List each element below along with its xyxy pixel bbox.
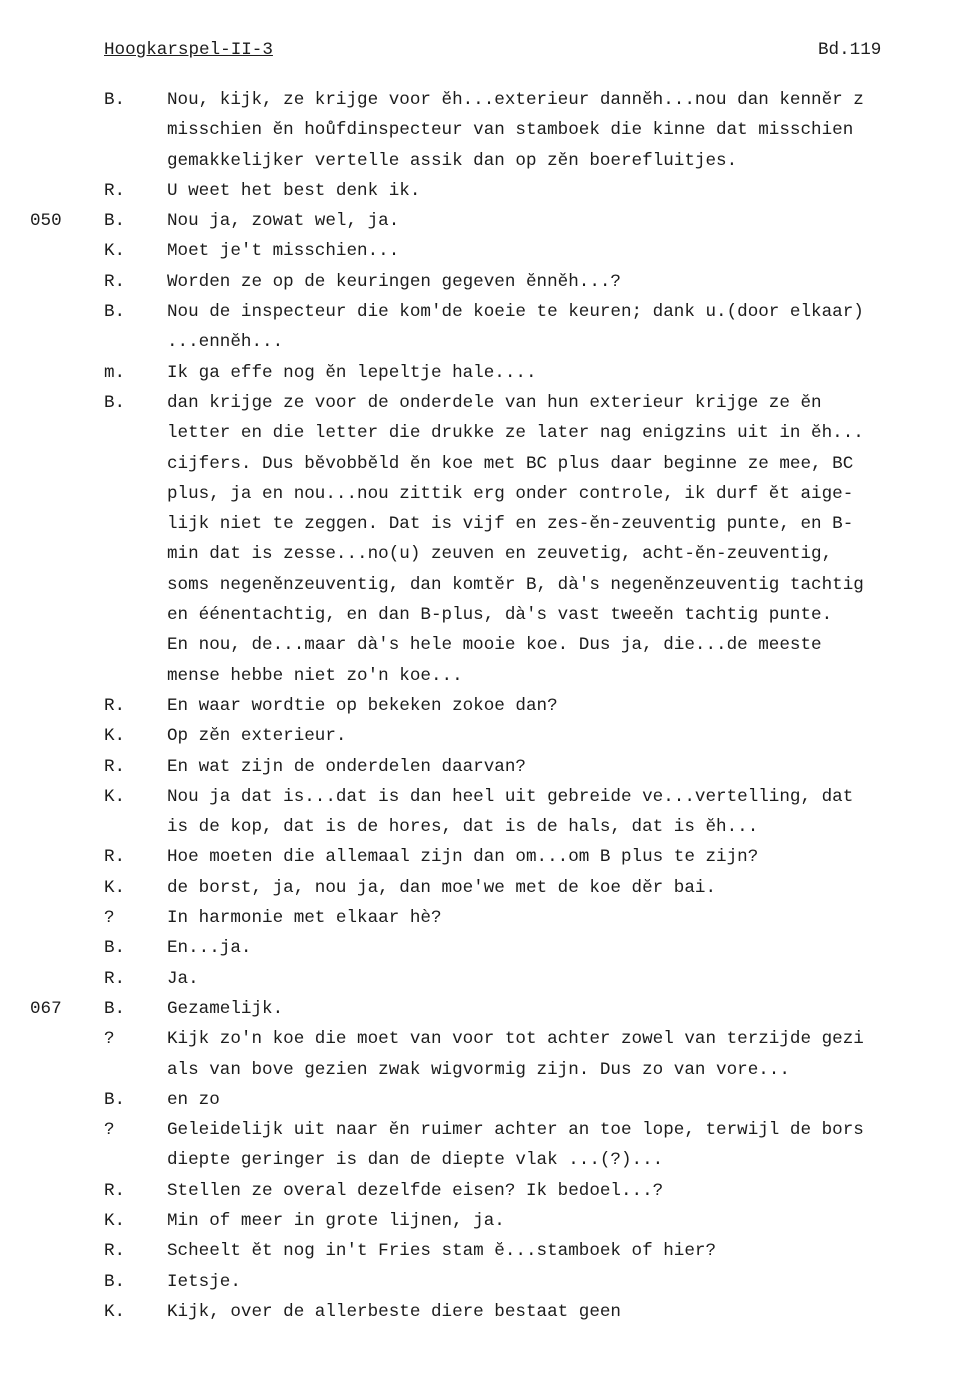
transcript-line bbox=[0, 726, 979, 756]
transcript-line bbox=[0, 757, 979, 787]
utterance-text: als van bove gezien zwak wigvormig zijn. Dus zo van vore... bbox=[167, 1059, 790, 1080]
page-reference: Bd.119 bbox=[818, 40, 882, 60]
utterance-text: Scheelt ĕt nog in't Fries stam ĕ...stamboek of hier? bbox=[167, 1241, 717, 1262]
utterance-text: Nou, kijk, ze krijge voor ĕh...exterieur dannĕh...nou dan kennĕr z bbox=[167, 90, 864, 110]
transcript-line bbox=[0, 423, 979, 453]
utterance-text: Kijk zo'n koe die moet van voor tot achter zowel van terzijde gezi bbox=[167, 1029, 864, 1050]
speaker-label: B. bbox=[104, 1271, 126, 1292]
speaker-label: K. bbox=[104, 241, 126, 262]
speaker-label: B. bbox=[104, 938, 126, 959]
utterance-text: En wat zijn de onderdelen daarvan? bbox=[167, 756, 526, 777]
transcript-line bbox=[0, 1241, 979, 1271]
speaker-label: K. bbox=[104, 877, 126, 898]
transcript-line bbox=[0, 635, 979, 665]
utterance-text: Nou de inspecteur die kom'de koeie te keuren; dank u.(door elkaar) bbox=[167, 302, 864, 323]
transcript-line bbox=[0, 969, 979, 999]
speaker-label: R. bbox=[104, 756, 126, 777]
utterance-text: En...ja. bbox=[167, 938, 252, 959]
transcript-line bbox=[0, 575, 979, 605]
utterance-text: min dat is zesse...no(u) zeuven en zeuvetig, acht-ĕn-zeuventig, bbox=[167, 544, 833, 565]
transcript-line bbox=[0, 241, 979, 271]
transcript-line bbox=[0, 666, 979, 696]
transcript-line bbox=[0, 514, 979, 544]
utterance-text: En nou, de...maar dà's hele mooie koe. Dus ja, die...de meeste bbox=[167, 635, 822, 656]
utterance-text: is de kop, dat is de hores, dat is de hals, dat is ĕh... bbox=[167, 817, 759, 838]
utterance-text: Nou ja, zowat wel, ja. bbox=[167, 211, 400, 232]
speaker-label: K. bbox=[104, 726, 126, 747]
speaker-label: B. bbox=[104, 392, 126, 413]
speaker-label: B. bbox=[104, 211, 126, 232]
speaker-label: R. bbox=[104, 180, 126, 201]
speaker-label: K. bbox=[104, 786, 126, 807]
speaker-label: R. bbox=[104, 271, 126, 292]
transcript-line bbox=[0, 544, 979, 574]
transcript-line bbox=[0, 1029, 979, 1059]
transcript-line bbox=[0, 393, 979, 423]
transcript-line bbox=[0, 787, 979, 817]
transcript-line bbox=[0, 696, 979, 726]
utterance-text: plus, ja en nou...nou zittik erg onder controle, ik durf ĕt aige- bbox=[167, 483, 854, 504]
transcript-line bbox=[0, 1211, 979, 1241]
utterance-text: dan krijge ze voor de onderdele van hun exterieur krijge ze ĕn bbox=[167, 392, 822, 413]
speaker-label: ? bbox=[104, 1029, 115, 1050]
transcript-line bbox=[0, 1150, 979, 1180]
speaker-label: K. bbox=[104, 1301, 126, 1322]
counter-number: 050 bbox=[30, 211, 62, 232]
transcript-line bbox=[0, 1272, 979, 1302]
utterance-text: Ietsje. bbox=[167, 1271, 241, 1292]
utterance-text: Op zĕn exterieur. bbox=[167, 726, 347, 747]
transcript-line bbox=[0, 454, 979, 484]
transcript-line bbox=[0, 302, 979, 332]
transcript-line bbox=[0, 211, 979, 241]
speaker-label: R. bbox=[104, 1180, 126, 1201]
utterance-text: Gezamelijk. bbox=[167, 998, 284, 1019]
transcript-body bbox=[0, 90, 979, 1332]
utterance-text: en éénentachtig, en dan B-plus, dà's vast tweeĕn tachtig punte. bbox=[167, 605, 833, 626]
transcript-line bbox=[0, 817, 979, 847]
transcript-line bbox=[0, 90, 979, 120]
utterance-text: letter en die letter die drukke ze later nag enigzins uit in ĕh... bbox=[167, 423, 864, 444]
utterance-text: U weet het best denk ik. bbox=[167, 180, 421, 201]
transcript-line bbox=[0, 908, 979, 938]
transcript-line bbox=[0, 1302, 979, 1332]
speaker-label: R. bbox=[104, 1241, 126, 1262]
utterance-text: Worden ze op de keuringen gegeven ĕnnĕh...? bbox=[167, 271, 621, 292]
utterance-text: Stellen ze overal dezelfde eisen? Ik bedoel...? bbox=[167, 1180, 664, 1201]
utterance-text: Geleidelijk uit naar ĕn ruimer achter an toe lope, terwijl de bors bbox=[167, 1120, 864, 1141]
utterance-text: misschien ĕn hoůfdinspecteur van stamboek die kinne dat misschien bbox=[167, 120, 854, 141]
transcript-line bbox=[0, 484, 979, 514]
utterance-text: Hoe moeten die allemaal zijn dan om...om B plus te zijn? bbox=[167, 847, 759, 868]
utterance-text: cijfers. Dus bĕvobbĕld ĕn koe met BC plus daar beginne ze mee, BC bbox=[167, 453, 854, 474]
utterance-text: Min of meer in grote lijnen, ja. bbox=[167, 1210, 505, 1231]
utterance-text: ...ennĕh... bbox=[167, 332, 284, 353]
speaker-label: B. bbox=[104, 90, 126, 110]
transcript-line bbox=[0, 120, 979, 150]
utterance-text: soms negenĕnzeuventig, dan komtĕr B, dà's negenĕnzeuventig tachtig bbox=[167, 574, 864, 595]
speaker-label: R. bbox=[104, 968, 126, 989]
utterance-text: En waar wordtie op bekeken zokoe dan? bbox=[167, 695, 558, 716]
speaker-label: K. bbox=[104, 1210, 126, 1231]
transcript-line bbox=[0, 605, 979, 635]
utterance-text: Moet je't misschien... bbox=[167, 241, 400, 262]
transcript-line bbox=[0, 181, 979, 211]
transcript-line bbox=[0, 878, 979, 908]
utterance-text: gemakkelijker vertelle assik dan op zĕn boerefluitjes. bbox=[167, 150, 738, 171]
speaker-label: m. bbox=[104, 362, 126, 383]
transcript-line bbox=[0, 332, 979, 362]
speaker-label: R. bbox=[104, 695, 126, 716]
transcript-line bbox=[0, 363, 979, 393]
utterance-text: de borst, ja, nou ja, dan moe'we met de koe dĕr bai. bbox=[167, 877, 717, 898]
speaker-label: ? bbox=[104, 1120, 115, 1141]
speaker-label: ? bbox=[104, 908, 115, 929]
utterance-text: Nou ja dat is...dat is dan heel uit gebreide ve...vertelling, dat bbox=[167, 786, 854, 807]
utterance-text: en zo bbox=[167, 1089, 220, 1110]
document-title: Hoogkarspel-II-3 bbox=[104, 40, 273, 60]
transcript-line bbox=[0, 999, 979, 1029]
speaker-label: B. bbox=[104, 302, 126, 323]
utterance-text: Kijk, over de allerbeste diere bestaat geen bbox=[167, 1301, 621, 1322]
speaker-label: B. bbox=[104, 998, 126, 1019]
counter-number: 067 bbox=[30, 998, 62, 1019]
transcript-line bbox=[0, 1060, 979, 1090]
utterance-text: Ja. bbox=[167, 968, 199, 989]
transcript-line bbox=[0, 1181, 979, 1211]
transcript-line bbox=[0, 847, 979, 877]
utterance-text: mense hebbe niet zo'n koe... bbox=[167, 665, 463, 686]
utterance-text: Ik ga effe nog ĕn lepeltje hale.... bbox=[167, 362, 537, 383]
speaker-label: B. bbox=[104, 1089, 126, 1110]
utterance-text: diepte geringer is dan de diepte vlak ...(?)... bbox=[167, 1150, 664, 1171]
utterance-text: In harmonie met elkaar hè? bbox=[167, 908, 442, 929]
transcript-line bbox=[0, 1120, 979, 1150]
transcript-line bbox=[0, 151, 979, 181]
transcript-line bbox=[0, 1090, 979, 1120]
speaker-label: R. bbox=[104, 847, 126, 868]
transcript-line bbox=[0, 272, 979, 302]
utterance-text: lijk niet te zeggen. Dat is vijf en zes-ĕn-zeuventig punte, en B- bbox=[167, 514, 854, 535]
transcript-line bbox=[0, 938, 979, 968]
